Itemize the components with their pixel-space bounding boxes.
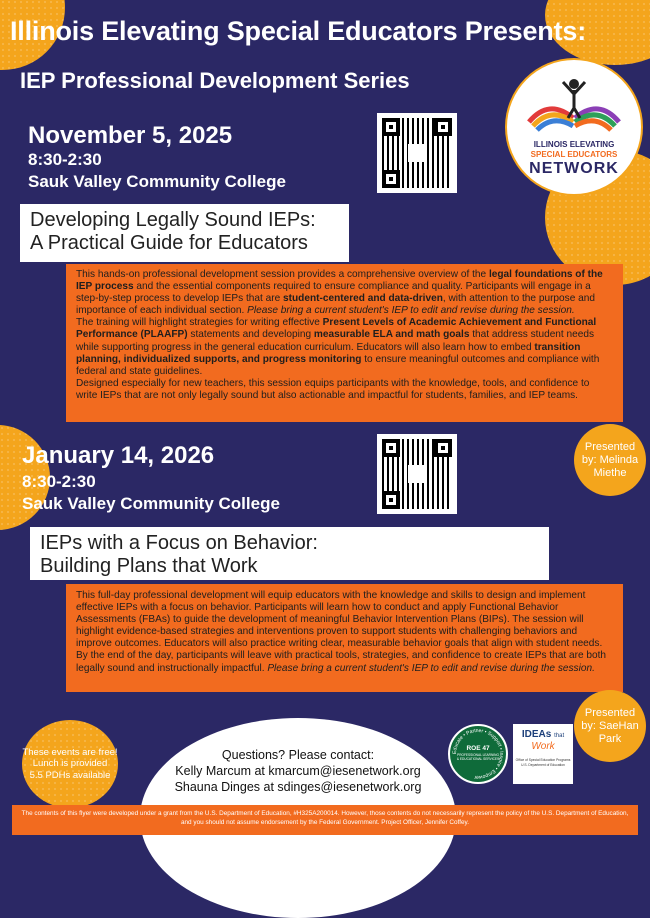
free-line1: These events are free! xyxy=(22,746,118,758)
ideas-sub: that xyxy=(554,733,565,739)
logo-line1: ILLINOIS ELEVATING xyxy=(533,140,615,149)
event1-paragraph2: The training will highlight strategies for writing effective Present Levels of Academic Achievement and Functional Performance (PLAAFP) statements and developing measurable ELA and math goals that address student needs while supporting progress in the general education curriculum. Educators will also learn how to embed transition planning, individualized supports, and progress monitoring to ensure meaningful outcomes and compliance with federal and state guidelines. xyxy=(76,317,600,377)
ideas-work: Work xyxy=(531,741,555,752)
ideas-that-work-logo xyxy=(513,724,573,784)
free-line2: Lunch is provided xyxy=(32,758,108,770)
book-figure-icon xyxy=(507,60,641,140)
iese-network-logo xyxy=(507,60,641,194)
event1-qr-code[interactable] xyxy=(377,113,457,193)
event2-title-line2: Building Plans that Work xyxy=(40,555,258,577)
roe-line1: ROE 47 xyxy=(466,745,490,752)
roe-line3: & EDUCATIONAL SERVICES xyxy=(456,757,500,761)
event2-paragraph1: This full-day professional development will equip educators with the knowledge and skills to design and implement effective IEPs with a focus on behavior. Participants will learn how to conduct and apply Functional Behavior Assessments (FBAs) to guide the development of meaningful Behavior Intervention Plans (BIPs). The session will highlight evidence-based strategies and interventions proven to support students with challenging behaviors and improve outcomes. Educators will also practice writing clear, measurable behavior goals that align with student needs. By the end of the day, participants will leave with practical tools, strategies, and confidence to create IEPs that are both legally sound and instructionally impactful. Please bring a current student's IEP to edit and revise during the session. xyxy=(76,590,607,674)
event2-location: Sauk Valley Community College xyxy=(22,494,280,513)
event2-title-line1: IEPs with a Focus on Behavior: xyxy=(40,532,318,554)
free-line3: 5.5 PDHs available xyxy=(29,769,111,781)
event2-date: January 14, 2026 xyxy=(22,442,215,469)
event2-qr-code[interactable] xyxy=(377,434,457,514)
svg-text:Educate • Partner • Support •: Educate • Partner • Support • Inspire • Empower xyxy=(451,727,505,781)
contact-shauna[interactable]: Shauna Dinges at sdinges@iesenetwork.org xyxy=(174,780,422,794)
event1-title-box xyxy=(20,204,349,262)
event2-presenter-badge: Presented by: SaeHan Park xyxy=(574,690,646,762)
ideas-title: IDEAs xyxy=(521,729,552,740)
header-title: Illinois Elevating Special Educators Presents: xyxy=(10,16,586,46)
ideas-caption1: Office of Special Education Programs xyxy=(515,758,571,762)
roe-line2: PROFESSIONAL LEARNING xyxy=(457,753,499,757)
event1-paragraph1: This hands-on professional development session provides a comprehensive overview of the legal foundations of the IEP process and the essential components required to ensure compliance and quality. Participants will engage in a step-by-step process to develop IEPs that are student-centered and data-driven, with attention to the purpose and importance of each individual section. Please bring a current student's IEP to edit and revise during the session. xyxy=(76,269,603,317)
event2-time: 8:30-2:30 xyxy=(22,472,96,491)
event1-presenter-badge: Presented by: Melinda Miethe xyxy=(574,424,646,496)
logo-line2: SPECIAL EDUCATORS xyxy=(530,150,618,159)
funding-disclaimer: The contents of this flyer were developed under a grant from the U.S. Department of Education, #H325A200014. However, those contents do not necessarily represent the policy of the U.S. Department of Education, and you should not assume endorsement by the Federal Government. Project Officer, Jennifer Coffey. xyxy=(12,805,638,835)
contact-kelly[interactable]: Kelly Marcum at kmarcum@iesenetwork.org xyxy=(175,764,421,778)
event2-title-box xyxy=(30,527,549,580)
roe47-logo xyxy=(448,724,508,784)
event1-date: November 5, 2025 xyxy=(28,122,233,149)
event1-description xyxy=(66,264,623,422)
event1-paragraph3: Designed especially for new teachers, this session equips participants with the knowledge, tools, and confidence to write IEPs that are not only legally sound but also actionable and impactful for students, families, and IEP teams. xyxy=(76,377,590,401)
event1-title-line2: A Practical Guide for Educators xyxy=(30,232,308,254)
series-title: IEP Professional Development Series xyxy=(20,68,410,93)
contact-heading: Questions? Please contact: xyxy=(221,748,375,762)
free-events-badge xyxy=(22,720,118,808)
event2-description xyxy=(66,584,623,692)
event1-location: Sauk Valley Community College xyxy=(28,172,286,191)
event1-title-line1: Developing Legally Sound IEPs: xyxy=(30,209,316,231)
ideas-caption2: U.S. Department of Education xyxy=(521,762,565,767)
logo-line3: NETWORK xyxy=(529,160,619,177)
event1-time: 8:30-2:30 xyxy=(28,150,102,169)
